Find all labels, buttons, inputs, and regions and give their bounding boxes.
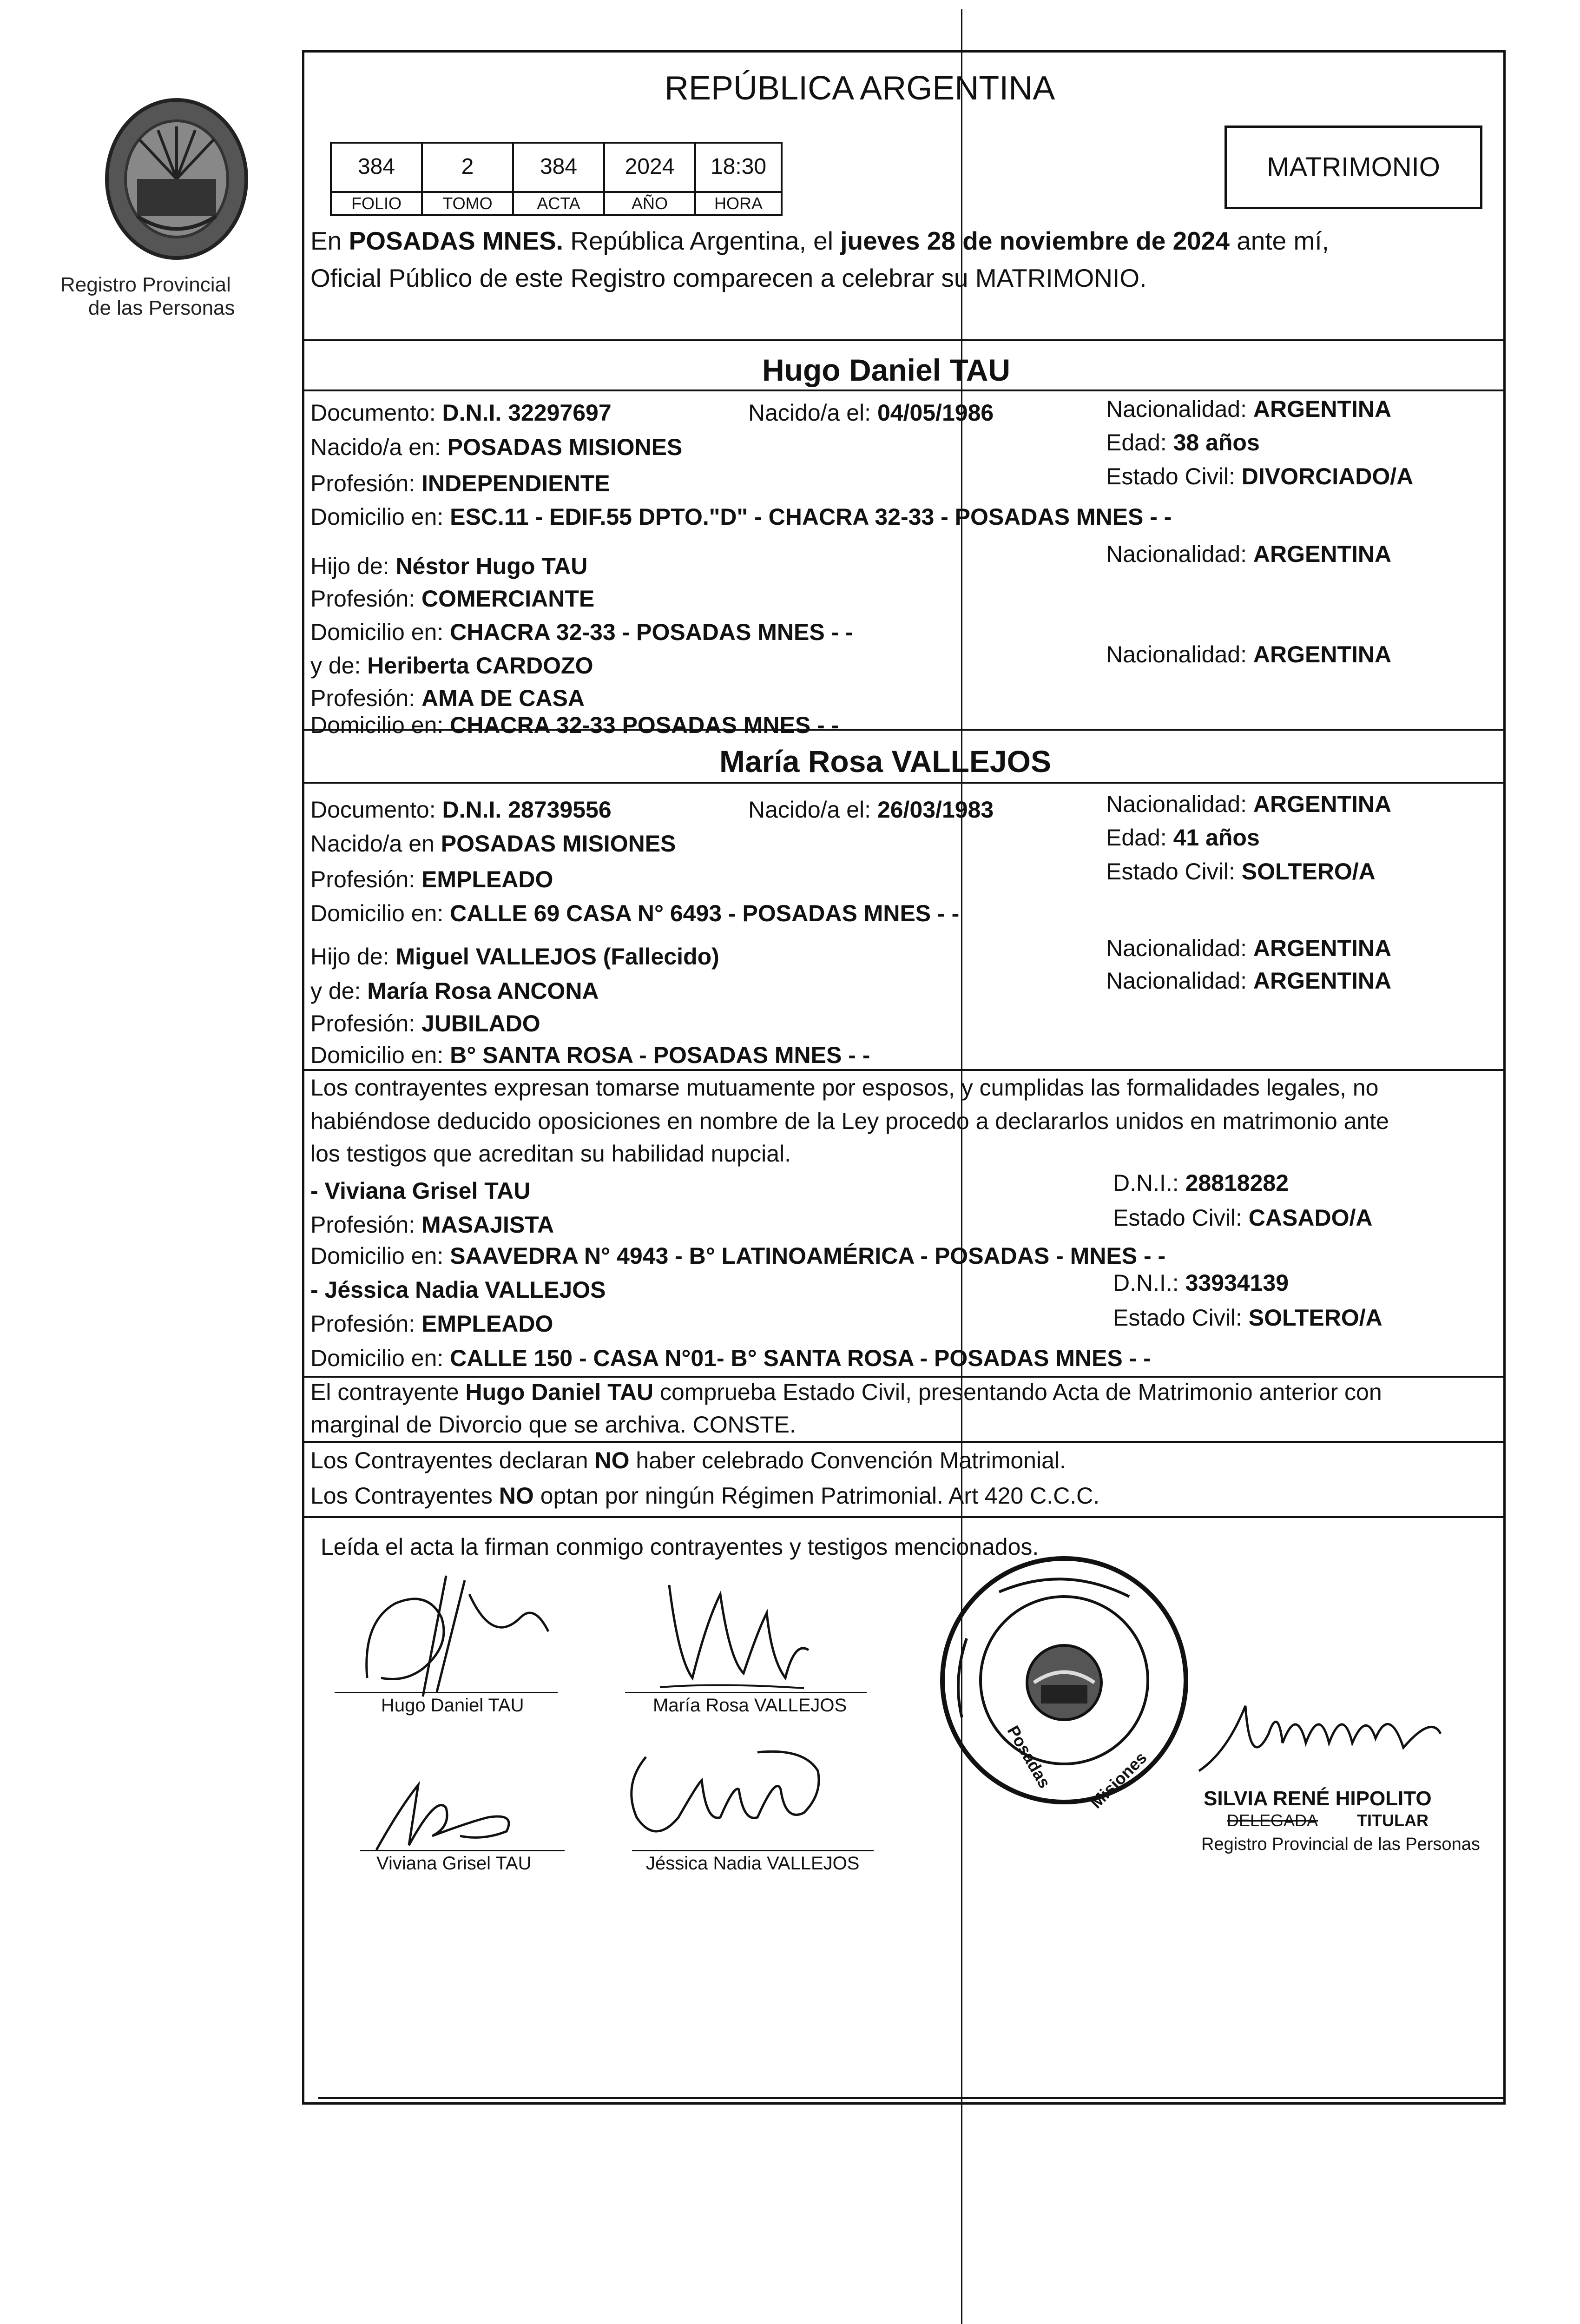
bride-signature [651, 1566, 818, 1706]
logo-caption-line2: de las Personas [88, 297, 235, 319]
witness2-civil-status: Estado Civil: SOLTERO/A [1113, 1305, 1382, 1331]
bride-birthplace: Nacido/a en POSADAS MISIONES [310, 831, 676, 857]
folio-value: 384 [330, 142, 423, 193]
folio-label: FOLIO [330, 191, 423, 216]
groom-father-address: Domicilio en: CHACRA 32-33 - POSADAS MNES - - [310, 619, 853, 645]
bride-nationality: Nacionalidad: ARGENTINA [1106, 791, 1392, 817]
groom-father: Hijo de: Néstor Hugo TAU [310, 553, 588, 579]
logo-caption-line1: Registro Provincial [60, 273, 231, 296]
bride-profession: Profesión: EMPLEADO [310, 866, 553, 892]
witness2-profession: Profesión: EMPLEADO [310, 1311, 553, 1337]
registry-stamp-icon [934, 1550, 1194, 1810]
intro-date: jueves 28 de noviembre de 2024 [840, 226, 1230, 255]
intro-line2: Oficial Público de este Registro comparecen a celebrar su MATRIMONIO. [310, 264, 1147, 292]
official-role: TITULAR [1357, 1811, 1429, 1830]
bride-civil-status: Estado Civil: SOLTERO/A [1106, 858, 1376, 885]
stamp-province: Misiones [1086, 1748, 1151, 1812]
official-organization: Registro Provincial de las Personas [1201, 1835, 1480, 1854]
hora-value: 18:30 [694, 142, 783, 193]
groom-profession: Profesión: INDEPENDIENTE [310, 470, 610, 496]
bride-age: Edad: 41 años [1106, 825, 1260, 851]
rule-bride-bottom [302, 1069, 1506, 1071]
declaration-line2: habiéndose deducido oposiciones en nombre de la Ley procedo a declararlos unidos en matrimonio ante [310, 1108, 1389, 1134]
record-type-box [1224, 125, 1482, 209]
groom-birthplace: Nacido/a en: POSADAS MISIONES [310, 434, 683, 460]
rule-witness-bottom [302, 1376, 1506, 1378]
witness2-address: Domicilio en: CALLE 150 - CASA N°01- B° SANTA ROSA - POSADAS MNES - - [310, 1345, 1151, 1371]
document-title: REPÚBLICA ARGENTINA [665, 70, 1055, 107]
divorce-note-line1: El contrayente Hugo Daniel TAU comprueba Estado Civil, presentando Acta de Matrimonio anterior con [310, 1379, 1382, 1405]
groom-birthdate: Nacido/a el: 04/05/1986 [748, 400, 994, 426]
groom-nationality: Nacionalidad: ARGENTINA [1106, 396, 1392, 422]
groom-name-heading: Hugo Daniel TAU [762, 353, 1011, 387]
bride-father: Hijo de: Miguel VALLEJOS (Fallecido) [310, 944, 719, 970]
bride-document: Documento: D.N.I. 28739556 [310, 797, 612, 823]
witness2-signature [618, 1738, 832, 1859]
tomo-value: 2 [421, 142, 514, 193]
bride-address: Domicilio en: CALLE 69 CASA N° 6493 - POSADAS MNES - - [310, 900, 960, 926]
bride-name-heading: María Rosa VALLEJOS [719, 744, 1051, 779]
rule-bride-name [302, 782, 1506, 784]
bride-mother-profession: Profesión: JUBILADO [310, 1010, 540, 1037]
rule-groom-top [302, 339, 1506, 341]
rule-signature-bottom [318, 2097, 1503, 2099]
witness2-dni: D.N.I.: 33934139 [1113, 1270, 1289, 1296]
witness2-name: - Jéssica Nadia VALLEJOS [310, 1277, 606, 1303]
signature-intro: Leída el acta la firman conmigo contrayentes y testigos mencionados. [321, 1534, 1039, 1560]
groom-father-profession: Profesión: COMERCIANTE [310, 586, 595, 612]
tomo-label: TOMO [421, 191, 514, 216]
declaration-line1: Los contrayentes expresan tomarse mutuamente por esposos, y cumplidas las formalidades legales, no [310, 1075, 1379, 1101]
groom-age: Edad: 38 años [1106, 429, 1260, 456]
divorce-note-line2: marginal de Divorcio que se archiva. CONSTE. [310, 1412, 796, 1438]
bride-mother-address: Domicilio en: B° SANTA ROSA - POSADAS MNES - - [310, 1042, 870, 1068]
witness2-signature-line [632, 1850, 874, 1851]
declaration-line3: los testigos que acreditan su habilidad nupcial. [310, 1141, 791, 1167]
witness1-signature-label: Viviana Grisel TAU [376, 1853, 532, 1874]
bride-mother: y de: María Rosa ANCONA [310, 978, 599, 1004]
groom-signature [353, 1562, 558, 1701]
groom-civil-status: Estado Civil: DIVORCIADO/A [1106, 463, 1414, 489]
bride-father-nationality: Nacionalidad: ARGENTINA [1106, 935, 1392, 961]
record-type-label: MATRIMONIO [1267, 152, 1440, 182]
official-name: SILVIA RENÉ HIPOLITO [1204, 1787, 1432, 1810]
bride-birthdate: Nacido/a el: 26/03/1983 [748, 797, 994, 823]
groom-mother-nationality: Nacionalidad: ARGENTINA [1106, 641, 1392, 667]
witness1-dni: D.N.I.: 28818282 [1113, 1170, 1289, 1196]
hora-label: HORA [694, 191, 783, 216]
groom-signature-label: Hugo Daniel TAU [381, 1695, 524, 1716]
witness1-civil-status: Estado Civil: CASADO/A [1113, 1205, 1373, 1231]
bride-signature-label: María Rosa VALLEJOS [653, 1695, 847, 1716]
acta-value: 384 [512, 142, 605, 193]
groom-mother: y de: Heriberta CARDOZO [310, 653, 593, 679]
convention-note-line2: Los Contrayentes NO optan por ningún Régimen Patrimonial. Art 420 C.C.C. [310, 1483, 1100, 1509]
rule-divorce-bottom [302, 1441, 1506, 1443]
intro-line1: En POSADAS MNES. República Argentina, el jueves 28 de noviembre de 2024 ante mí, [310, 226, 1329, 255]
groom-father-nationality: Nacionalidad: ARGENTINA [1106, 541, 1392, 567]
groom-mother-profession: Profesión: AMA DE CASA [310, 685, 585, 711]
anio-value: 2024 [603, 142, 696, 193]
rule-groom-name [302, 390, 1506, 391]
convention-note-line1: Los Contrayentes declaran NO haber celebrado Convención Matrimonial. [310, 1447, 1066, 1473]
witness1-address: Domicilio en: SAAVEDRA N° 4943 - B° LATINOAMÉRICA - POSADAS - MNES - - [310, 1243, 1166, 1269]
anio-label: AÑO [603, 191, 696, 216]
witness1-name: - Viviana Grisel TAU [310, 1178, 531, 1204]
stamp-city: Posadas [1003, 1722, 1055, 1792]
bride-mother-nationality: Nacionalidad: ARGENTINA [1106, 968, 1392, 994]
witness1-signature [367, 1766, 534, 1859]
groom-address: Domicilio en: ESC.11 - EDIF.55 DPTO."D" - CHACRA 32-33 - POSADAS MNES - - [310, 504, 1172, 530]
bride-signature-line [625, 1692, 867, 1693]
rule-convention-bottom [302, 1516, 1506, 1518]
groom-mother-address: Domicilio en: CHACRA 32-33 POSADAS MNES - - [310, 712, 839, 738]
witness1-signature-line [360, 1850, 565, 1851]
acta-label: ACTA [512, 191, 605, 216]
official-signature [1190, 1678, 1450, 1789]
intro-place: POSADAS MNES. [349, 226, 564, 255]
official-role-struck: DELEGADA [1227, 1811, 1318, 1830]
witness1-profession: Profesión: MASAJISTA [310, 1212, 554, 1238]
witness2-signature-label: Jéssica Nadia VALLEJOS [646, 1853, 860, 1874]
province-seal-icon [93, 93, 260, 270]
groom-document: Documento: D.N.I. 32297697 [310, 400, 612, 426]
groom-signature-line [335, 1692, 558, 1693]
